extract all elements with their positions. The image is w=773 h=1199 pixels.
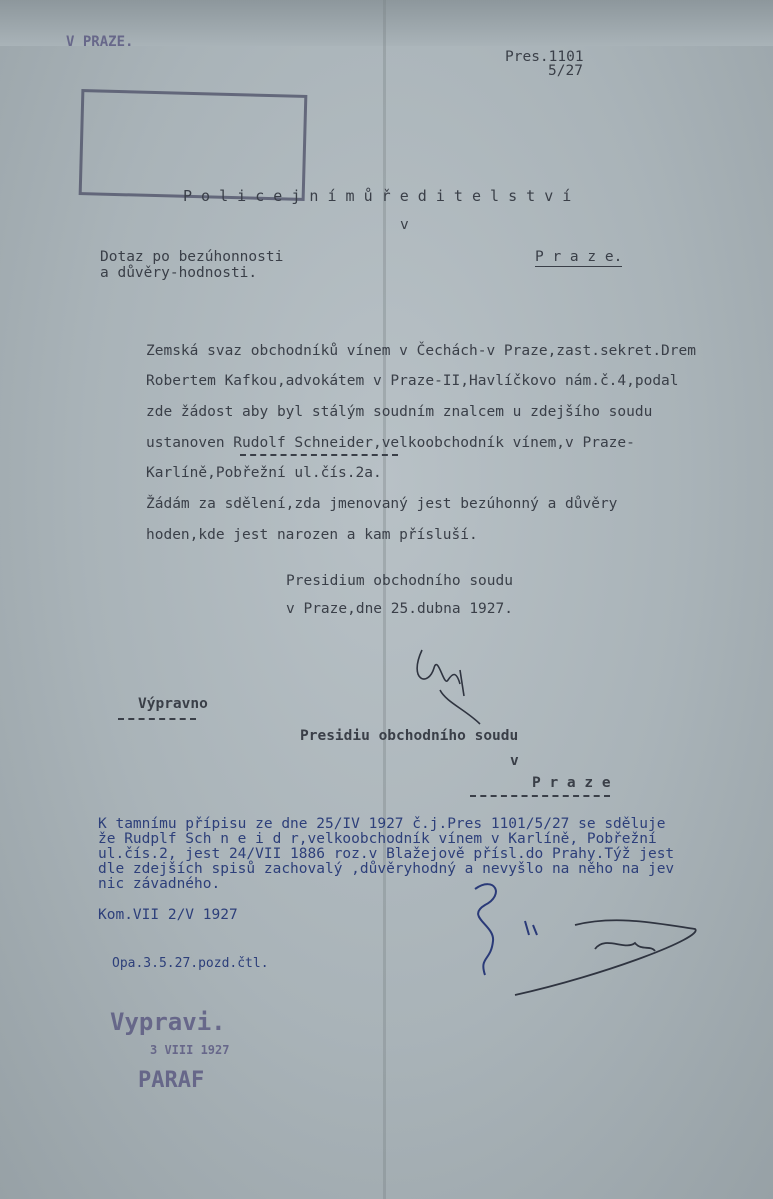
body-line: zde žádost aby byl stálým soudním znalcem u zdejšího soudu (146, 404, 653, 420)
signature-2 (455, 865, 725, 1005)
body-line: hoden,kde jest narozen a kam přísluší. (146, 527, 478, 543)
addressee-v: v (400, 217, 409, 233)
bottom-stamp-paraf: PARAF (138, 1068, 205, 1093)
reply-line: ul.čís.2, jest 24/VII 1886 roz.v Blažejově přísl.do Prahy.Týž jest (98, 846, 675, 862)
reply-v: v (510, 753, 519, 769)
subject-line-1: Dotaz po bezúhonnosti (100, 249, 284, 265)
addressee-line: P o l i c e j n í m ů ř e d i t e l s t v í (183, 187, 572, 205)
closing-line-1: Presidium obchodního soudu (286, 573, 513, 589)
reply-city: P r a z e (532, 775, 611, 791)
vypravno-label: Výpravno (138, 696, 208, 712)
bottom-stamp-date: 3 VIII 1927 (150, 1043, 230, 1057)
body-line: ustanoven Rudolf Schneider,velkoobchodník vínem,v Praze- (146, 435, 635, 451)
vypravno-underline (118, 718, 196, 720)
body-line: Karlíně,Pobřežní ul.čís.2a. (146, 465, 382, 481)
name-underline (240, 454, 398, 456)
body-line: Žádám za sdělení,zda jmenovaný jest bezúhonný a důvěry (146, 496, 618, 512)
reply-addressee: Presidiu obchodního soudu (300, 728, 519, 744)
receipt-stamp (79, 89, 308, 201)
reply-city-underline (470, 795, 610, 797)
body-line: Zemská svaz obchodníků vínem v Čechách-v Praze,zast.sekret.Drem (146, 343, 696, 359)
closing-line-2: v Praze,dne 25.dubna 1927. (286, 601, 513, 617)
addressee-city: P r a z e. (535, 249, 623, 265)
ref-sub: 5/27 (548, 63, 583, 79)
top-stamp: V PRAZE. (66, 34, 134, 50)
ref-number: Pres.1101 (505, 49, 584, 65)
reply-line: nic závadného. (98, 876, 221, 892)
subject-line-2: a důvěry-hodnosti. (100, 265, 258, 281)
reply-line: že Rudplf Sch n e i d r,velkoobchodník vínem v Karlíně, Pobřežní (98, 831, 657, 847)
signature-1 (400, 640, 490, 730)
body-line: Robertem Kafkou,advokátem v Praze-II,Havlíčkovo nám.č.4,podal (146, 373, 679, 389)
reply-line: dle zdejších spisů zachovalý ,důvěryhodný a nevyšlo na něho na jev (98, 861, 675, 877)
opa-line: Opa.3.5.27.pozd.čtl. (112, 956, 269, 971)
kom-reference: Kom.VII 2/V 1927 (98, 907, 238, 923)
bottom-stamp-vypraveno: Vypravi. (110, 1008, 226, 1036)
reply-line: K tamnímu přípisu ze dne 25/IV 1927 č.j.Pres 1101/5/27 se sděluje (98, 816, 666, 832)
